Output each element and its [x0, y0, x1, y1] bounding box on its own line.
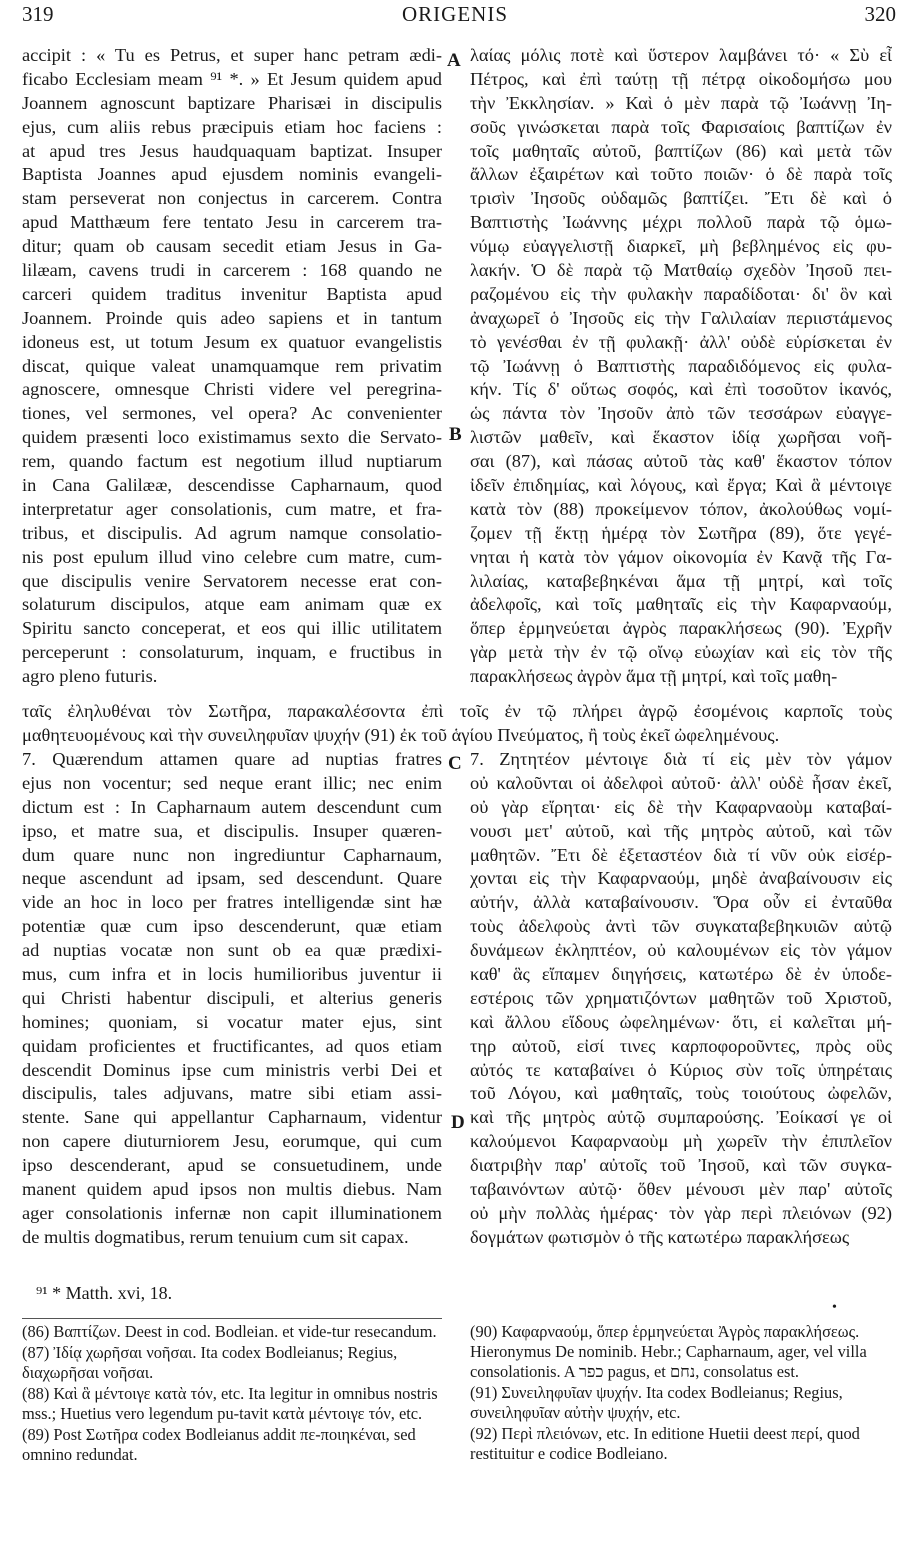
greek-text-line: κατὰ τὸν (88) προκείμενον τόπον, ἀκολούθως νομί-	[470, 498, 892, 519]
margin-marker-a: A	[447, 50, 461, 71]
latin-text-line: non capere diuturniorem Jesu, eorumque, qui cum	[22, 1131, 442, 1152]
greek-text-line: νουσι μετ' αὐτοῦ, καὶ τῆς μητρὸς αὐτοῦ, καὶ τῶν	[470, 820, 892, 841]
latin-text-line: de multis dogmatibus, rerum tenuium cum sit capax.	[22, 1226, 409, 1247]
greek-text-line: καλούμενοι Καφαρναοὺμ μὴ χωρεῖν τὴν ἐπιπλεῖον	[470, 1131, 892, 1152]
latin-text-line: manent quidem apud ipsos non multis diebus. Nam	[22, 1179, 442, 1200]
latin-text-line: ejus, cum aliis rebus præcipuis etiam hoc faciens :	[22, 116, 442, 137]
latin-text-line: Baptista Joannes apud ejusdem nominis evangeli-	[22, 164, 442, 185]
greek-text-line: δογμάτων φωτισμὸν ὁ τῆς κατωτέρω παρακλήσεως	[470, 1226, 850, 1247]
greek-text-line: καὶ τῆς μητρὸς αὐτῷ συμπαρούσης. Ἐοίκασί γε οἱ	[470, 1107, 892, 1128]
greek-text-line: ἀδελφοῖς, καὶ τοῖς μαθηταῖς εἰς τὴν Καφαρναούμ,	[470, 594, 892, 615]
greek-text-line: τηρ αὐτοῦ, εἰσί τινες καρποφοροῦντες, πρὸς οὓς	[470, 1035, 892, 1056]
greek-text-line: λιστῶν μαθεῖν, καὶ ἕκαστον ἰδίᾳ χωρῆσαι νοῆ-	[470, 427, 892, 448]
greek-text-line: νηται ἡ κατὰ τὸν γάμον οἰκονομία ἐν Κανᾷ τῆς Γα-	[470, 546, 892, 567]
latin-text-line: potentiæ quæ cum ipso descenderunt, quæ etiam	[22, 916, 442, 937]
latin-text-line: quidem præsenti loco existimamus sexto die Servato-	[22, 427, 442, 448]
greek-text-line: οὐ γὰρ εἴρηται· εἰς δὲ τὴν Καφαρναοὺμ καταβαί-	[470, 796, 892, 817]
greek-text-line: αὐτός τε καταβαίνει ὁ Κύριος σὺν τοῖς ὑπηρέταις	[470, 1059, 892, 1080]
page-header	[0, 2, 910, 32]
greek-text-line: εστέροις τῶν χρηματιζόντων μαθητῶν τοῦ Χριστοῦ,	[470, 987, 892, 1008]
latin-text-line: mus, cum infra et in locis humilioribus juventur ii	[22, 964, 442, 985]
latin-text-line: agnoscere, omnesque Christi videre vel peregrina-	[22, 379, 442, 400]
latin-text-line: nis post epulum illud vino celebre cum matre, cum-	[22, 546, 442, 567]
latin-text-line: at apud tres Jesus haudquaquam baptizat. Insuper	[22, 140, 442, 161]
greek-text-line: τὴν Ἐκκλησίαν. » Καὶ ὁ μὲν παρὰ τῷ Ἰωάννῃ Ἰη-	[470, 92, 892, 113]
latin-text-line: descendit Dominus ipse cum ministris verbi Dei et	[22, 1059, 442, 1080]
greek-text-line: ζομεν τῇ ἕκτῃ ἡμέρᾳ τὸν Σωτῆρα (89), ὅτε γεγέ-	[470, 522, 892, 543]
greek-text-line: παρακλήσεως ἀγρὸν ἅμα τῇ μητρί, καὶ τοῖς μαθη-	[470, 666, 838, 687]
latin-text-line: ipso, et matre sua, et discipulis. Insuper quæren-	[22, 820, 442, 841]
greek-text-line: χονται εἰς τὴν Καφαρναούμ, μηδὲ ἀναβαίνουσιν εἰς	[470, 868, 892, 889]
greek-column-top	[470, 44, 892, 689]
latin-column-bottom	[22, 748, 442, 1250]
greek-text-line: οὐ μὴν πολλὰς ἡμέρας· τὸν γὰρ περὶ πλειόνων (92)	[470, 1202, 892, 1223]
latin-text-line: in Cana Galilææ, descendisse Capharnaum, quod	[22, 475, 442, 496]
greek-text-line: ὡς πάντα τὸν Ἰησοῦν ἀπὸ τῶν τεσσάρων εὐαγγε-	[470, 403, 892, 424]
margin-marker-c: C	[448, 753, 462, 774]
greek-text-line: Βαπτιστὴς Ἰωάννης μέχρι πολλοῦ παρὰ τῷ ὁμω-	[470, 212, 892, 233]
latin-text-line: perceperunt : consolaturum, inquam, e fructibus in	[22, 642, 442, 663]
greek-text-line: ταβαινόντων αὐτῷ· ὅθεν μένουσι μὲν παρ' αὐτοῖς	[470, 1179, 892, 1200]
latin-text-line: stente. Sane qui appellantur Capharnaum, videntur	[22, 1107, 442, 1128]
latin-text-line: ager consolationis infernæ non capit illuminationem	[22, 1202, 442, 1223]
greek-text-line: ὅπερ ἑρμηνεύεται ἀγρὸς παρακλήσεως (90). Ἐχρῆν	[470, 618, 892, 639]
latin-text-line: quidam proficientes et fructificantes, ad quos etiam	[22, 1035, 442, 1056]
greek-text-line: σαι (87), καὶ πάσας αὐτοῦ τὰς καθ' ἕκαστον τόπον	[470, 451, 892, 472]
greek-text-line: τρισὶν Ἰησοῦς οὐδαμῶς βαπτίζει. Ἔτι δὲ καὶ ὁ	[470, 188, 892, 209]
greek-text-line: κήν. Τίς δ' οὕτως σοφός, καὶ ἐπὶ τοσοῦτον ἱκανός,	[470, 379, 892, 400]
greek-text-line: ἰδεῖν ἐπιδημίας, καὶ λόγους, καὶ ἔργα; Καὶ ἃ μέντοιγε	[470, 475, 892, 496]
latin-text-line: idoneus est, ut totum Jesum ex quatuor evangelistis	[22, 331, 442, 352]
latin-text-line: agro pleno futuris.	[22, 666, 158, 687]
scripture-footnote: ⁹¹ * Matth. xvi, 18.	[36, 1283, 173, 1303]
latin-text-line: interpretatur ager consolationis, cum matre, et fra-	[22, 498, 442, 519]
latin-text-line: 7. Quærendum attamen quare ad nuptias fratres	[22, 749, 442, 769]
latin-text-line: ipso descenderant, apud se consuetudinem, unde	[22, 1155, 442, 1176]
page-number-right: 320	[864, 2, 896, 26]
latin-text-line: que discipulis venire Servatorem necesse erat con-	[22, 570, 442, 591]
latin-text-line: rem, quando factum est negotium illud nuptiarum	[22, 451, 442, 472]
latin-text-line: Joannem agnoscunt baptizare Pharisæi in discipulis	[22, 92, 442, 113]
greek-text-line: αὐτήν, ἀλλὰ καταβαίνουσιν. Ὅρα οὖν εἰ ἐνταῦθα	[470, 892, 892, 913]
greek-text-line: ἄλλων ἐξαιρέτων καὶ τοῦτο ποιῶν· ὁ δὲ παρὰ τοῖς	[470, 164, 892, 185]
latin-text-line: discat, quique valeat unamquamque rem privatim	[22, 355, 442, 376]
greek-text-line: τοῦ Λόγου, καὶ μαθηταῖς, τοὺς τοιούτους ὠφελῶν,	[470, 1083, 892, 1104]
greek-text-line: τῷ Ἰωάννῃ ὁ Βαπτιστὴς παραδιδόμενος εἰς φυλα-	[470, 355, 892, 376]
greek-text-line: σοῦς γινώσκεται παρὰ τοῖς Φαρισαίοις βαπτίζων ἐν	[470, 116, 892, 137]
editorial-note: (88) Καὶ ἃ μέντοιγε κατὰ τόν, etc. Ita legitur in omnibus nostris mss.; Huetius vero legendum pu-tavit κατὰ μέντοιγε τόν, etc.	[22, 1384, 438, 1423]
spanning-line-1: ταῖς ἐληλυθέναι τὸν Σωτῆρα, παρακαλέσοντα ἐπὶ τοῖς ἐν τῷ πλήρει ἀγρῷ ἐσομένοις καρποῖς τοὺς	[22, 701, 892, 721]
latin-text-line: tiones, vel sermones, vel opera? Ac convenienter	[22, 403, 442, 424]
latin-text-line: lilæam, cavens trudi in carcerem : 168 quando ne	[22, 260, 442, 281]
greek-text-line: καθ' ἃς εἴπαμεν διηγήσεις, κατωτέρω δὲ ἐν ὑποδε-	[470, 964, 892, 985]
greek-text-line: καὶ ἄλλου εἴδους ὠφελημένων· ὅτι, εἰ καλεῖται μή-	[470, 1011, 892, 1032]
greek-text-line: μαθητῶν. Ἔτι δὲ ἐξεταστέον διὰ τί νῦν οὐκ εἰσέρ-	[470, 844, 892, 865]
greek-text-line: 7. Ζητητέον μέντοιγε διὰ τί εἰς μὲν τὸν γάμον	[470, 749, 892, 769]
notes-right	[470, 1322, 890, 1465]
footnote-divider	[22, 1318, 442, 1319]
greek-text-line: νύμῳ εὐαγγελιστῇ διαρκεῖ, μὴ βεβλημένος εἰς φυ-	[470, 236, 892, 257]
greek-text-line: λακήν. Ὁ δὲ παρὰ τῷ Ματθαίῳ σχεδὸν Ἰησοῦ πει-	[470, 260, 892, 281]
latin-text-line: ficabo Ecclesiam meam ⁹¹ *. » Et Jesum quidem apud	[22, 68, 442, 89]
greek-text-line: ραζομένου εἰς τὴν φυλακὴν παραδίδοται· δι' ὃν καὶ	[470, 283, 892, 304]
margin-marker-b: B	[449, 424, 462, 445]
greek-column-bottom	[470, 748, 892, 1250]
editorial-note: (86) Βαπτίζων. Deest in cod. Bodleian. et vide-tur resecandum.	[22, 1322, 437, 1341]
greek-text-line: λαίας μόλις ποτὲ καὶ ὕστερον λαμβάνει τό· « Σὺ εἶ	[470, 45, 892, 65]
latin-text-line: accipit : « Tu es Petrus, et super hanc petram ædi-	[22, 45, 442, 65]
latin-text-line: vide an hoc in loco per fratres intelligendæ sint hæ	[22, 892, 442, 913]
latin-text-line: ditur; quam ob causam secedit etiam Jesus in Ga-	[22, 236, 442, 257]
greek-text-line: οὐ καλοῦνται οἱ ἀδελφοὶ αὐτοῦ· ἀλλ' οὐδὲ ἦσαν ἐκεῖ,	[470, 772, 892, 793]
greek-text-line: λιλαίας, καταβεβηκέναι ἅμα τῇ μητρί, καὶ τοῖς	[470, 570, 892, 591]
latin-column-top	[22, 44, 442, 689]
latin-text-line: Spiritu sancto conceperat, et eos qui illic utilitatem	[22, 618, 442, 639]
latin-text-line: Joannem. Proinde quis adeo sapiens et in tantum	[22, 307, 442, 328]
greek-text-line: Πέτρος, καὶ ἐπὶ ταύτῃ τῇ πέτρᾳ οἰκοδομήσω μου	[470, 68, 892, 89]
latin-text-line: tribus, et discipulis. Ad agrum namque consolatio-	[22, 522, 442, 543]
latin-text-line: qui Christi habentur discipuli, et alterius generis	[22, 987, 442, 1008]
latin-text-line: homines; quoniam, si vocatur mater ejus, sint	[22, 1011, 442, 1032]
latin-text-line: apud Matthæum fere tentato Jesu in carcerem tra-	[22, 212, 442, 233]
latin-text-line: ejus non vocentur; sed neque erant illic; nec enim	[22, 772, 442, 793]
latin-text-line: ad nuptias vocatæ non sunt ob ea quæ prædixi-	[22, 940, 442, 961]
latin-text-line: neque ascendunt ad ipsam, sed descendunt. Quare	[22, 868, 442, 889]
latin-text-line: discipulis, tales adjuvans, matre sibi etiam assi-	[22, 1083, 442, 1104]
margin-marker-d: D	[451, 1112, 465, 1133]
greek-text-line: διατριβὴν παρ' αὐτοῖς τοῦ Ἰησοῦ, καὶ τῶν συγκα-	[470, 1155, 892, 1176]
greek-text-line: ἀναχωρεῖ ὁ Ἰησοῦς εἰς τὴν Γαλιλαίαν περιιστάμενος	[470, 307, 892, 328]
decorative-dot: •	[832, 1300, 837, 1315]
running-title: ORIGENIS	[402, 2, 508, 26]
latin-text-line: dictum est : In Capharnaum autem descendunt cum	[22, 796, 442, 817]
notes-left	[22, 1322, 442, 1466]
greek-text-line: τὸ γενέσθαι ἐν τῇ φυλακῇ· ἀλλ' οὐδὲ εὑρίσκεται ἐν	[470, 331, 892, 352]
editorial-note: (89) Post Σωτῆρα codex Bodleianus addit πε-ποιηκέναι, sed omnino redundat.	[22, 1425, 416, 1464]
greek-text-line: δυνάμεων ἐκληπτέον, οὐ καλουμένων εἰς τὸν γάμον	[470, 940, 892, 961]
greek-text-line: τοὺς ἀδελφοὺς ἀντὶ τῶν συγκαταβεβηκυιῶν αὐτῷ	[470, 916, 892, 937]
editorial-note: (92) Περὶ πλειόνων, etc. In editione Huetii deest περί, quod restituitur e codice Bodleiano.	[470, 1424, 860, 1463]
editorial-note: (91) Συνειληφυῖαν ψυχήν. Ita codex Bodleianus; Regius, συνειληφυῖαν αὐτὴν ψυχήν, etc.	[470, 1383, 843, 1422]
spanning-line-2: μαθητευομένους καὶ τὴν συνειληφυῖαν ψυχήν (91) ἐκ τοῦ ἁγίου Πνεύματος, ἢ τοὺς ἐκεῖ ὠφελημένους.	[22, 725, 780, 745]
latin-text-line: carceri quidem traditus invenitur Baptista apud	[22, 283, 442, 304]
page-number-left: 319	[22, 2, 54, 26]
editorial-note: (90) Καφαρναούμ, ὅπερ ἑρμηνεύεται Ἀγρὸς παρακλήσεως. Hieronymus De nominib. Hebr.; Capharnaum, ager, vel villa consolationis. A כפר pagus, et נחם, consolatus est.	[470, 1322, 867, 1381]
latin-text-line: stam perseverat non conjectus in carcerem. Contra	[22, 188, 442, 209]
latin-text-line: dum quare nunc non ingrediuntur Capharnaum,	[22, 844, 442, 865]
latin-text-line: solaturum discipulos, atque eam animam quæ ex	[22, 594, 442, 615]
greek-text-line: γὰρ μετὰ τὴν ἐν τῷ οἴνῳ εὐωχίαν καὶ εἰς τὸν τῆς	[470, 642, 892, 663]
editorial-note: (87) Ἰδίᾳ χωρῆσαι νοῆσαι. Ita codex Bodleianus; Regius, διαχωρῆσαι νοῆσαι.	[22, 1343, 398, 1382]
greek-text-line: τοῖς μαθηταῖς αὐτοῦ, βαπτίζων (86) καὶ μετὰ τῶν	[470, 140, 892, 161]
